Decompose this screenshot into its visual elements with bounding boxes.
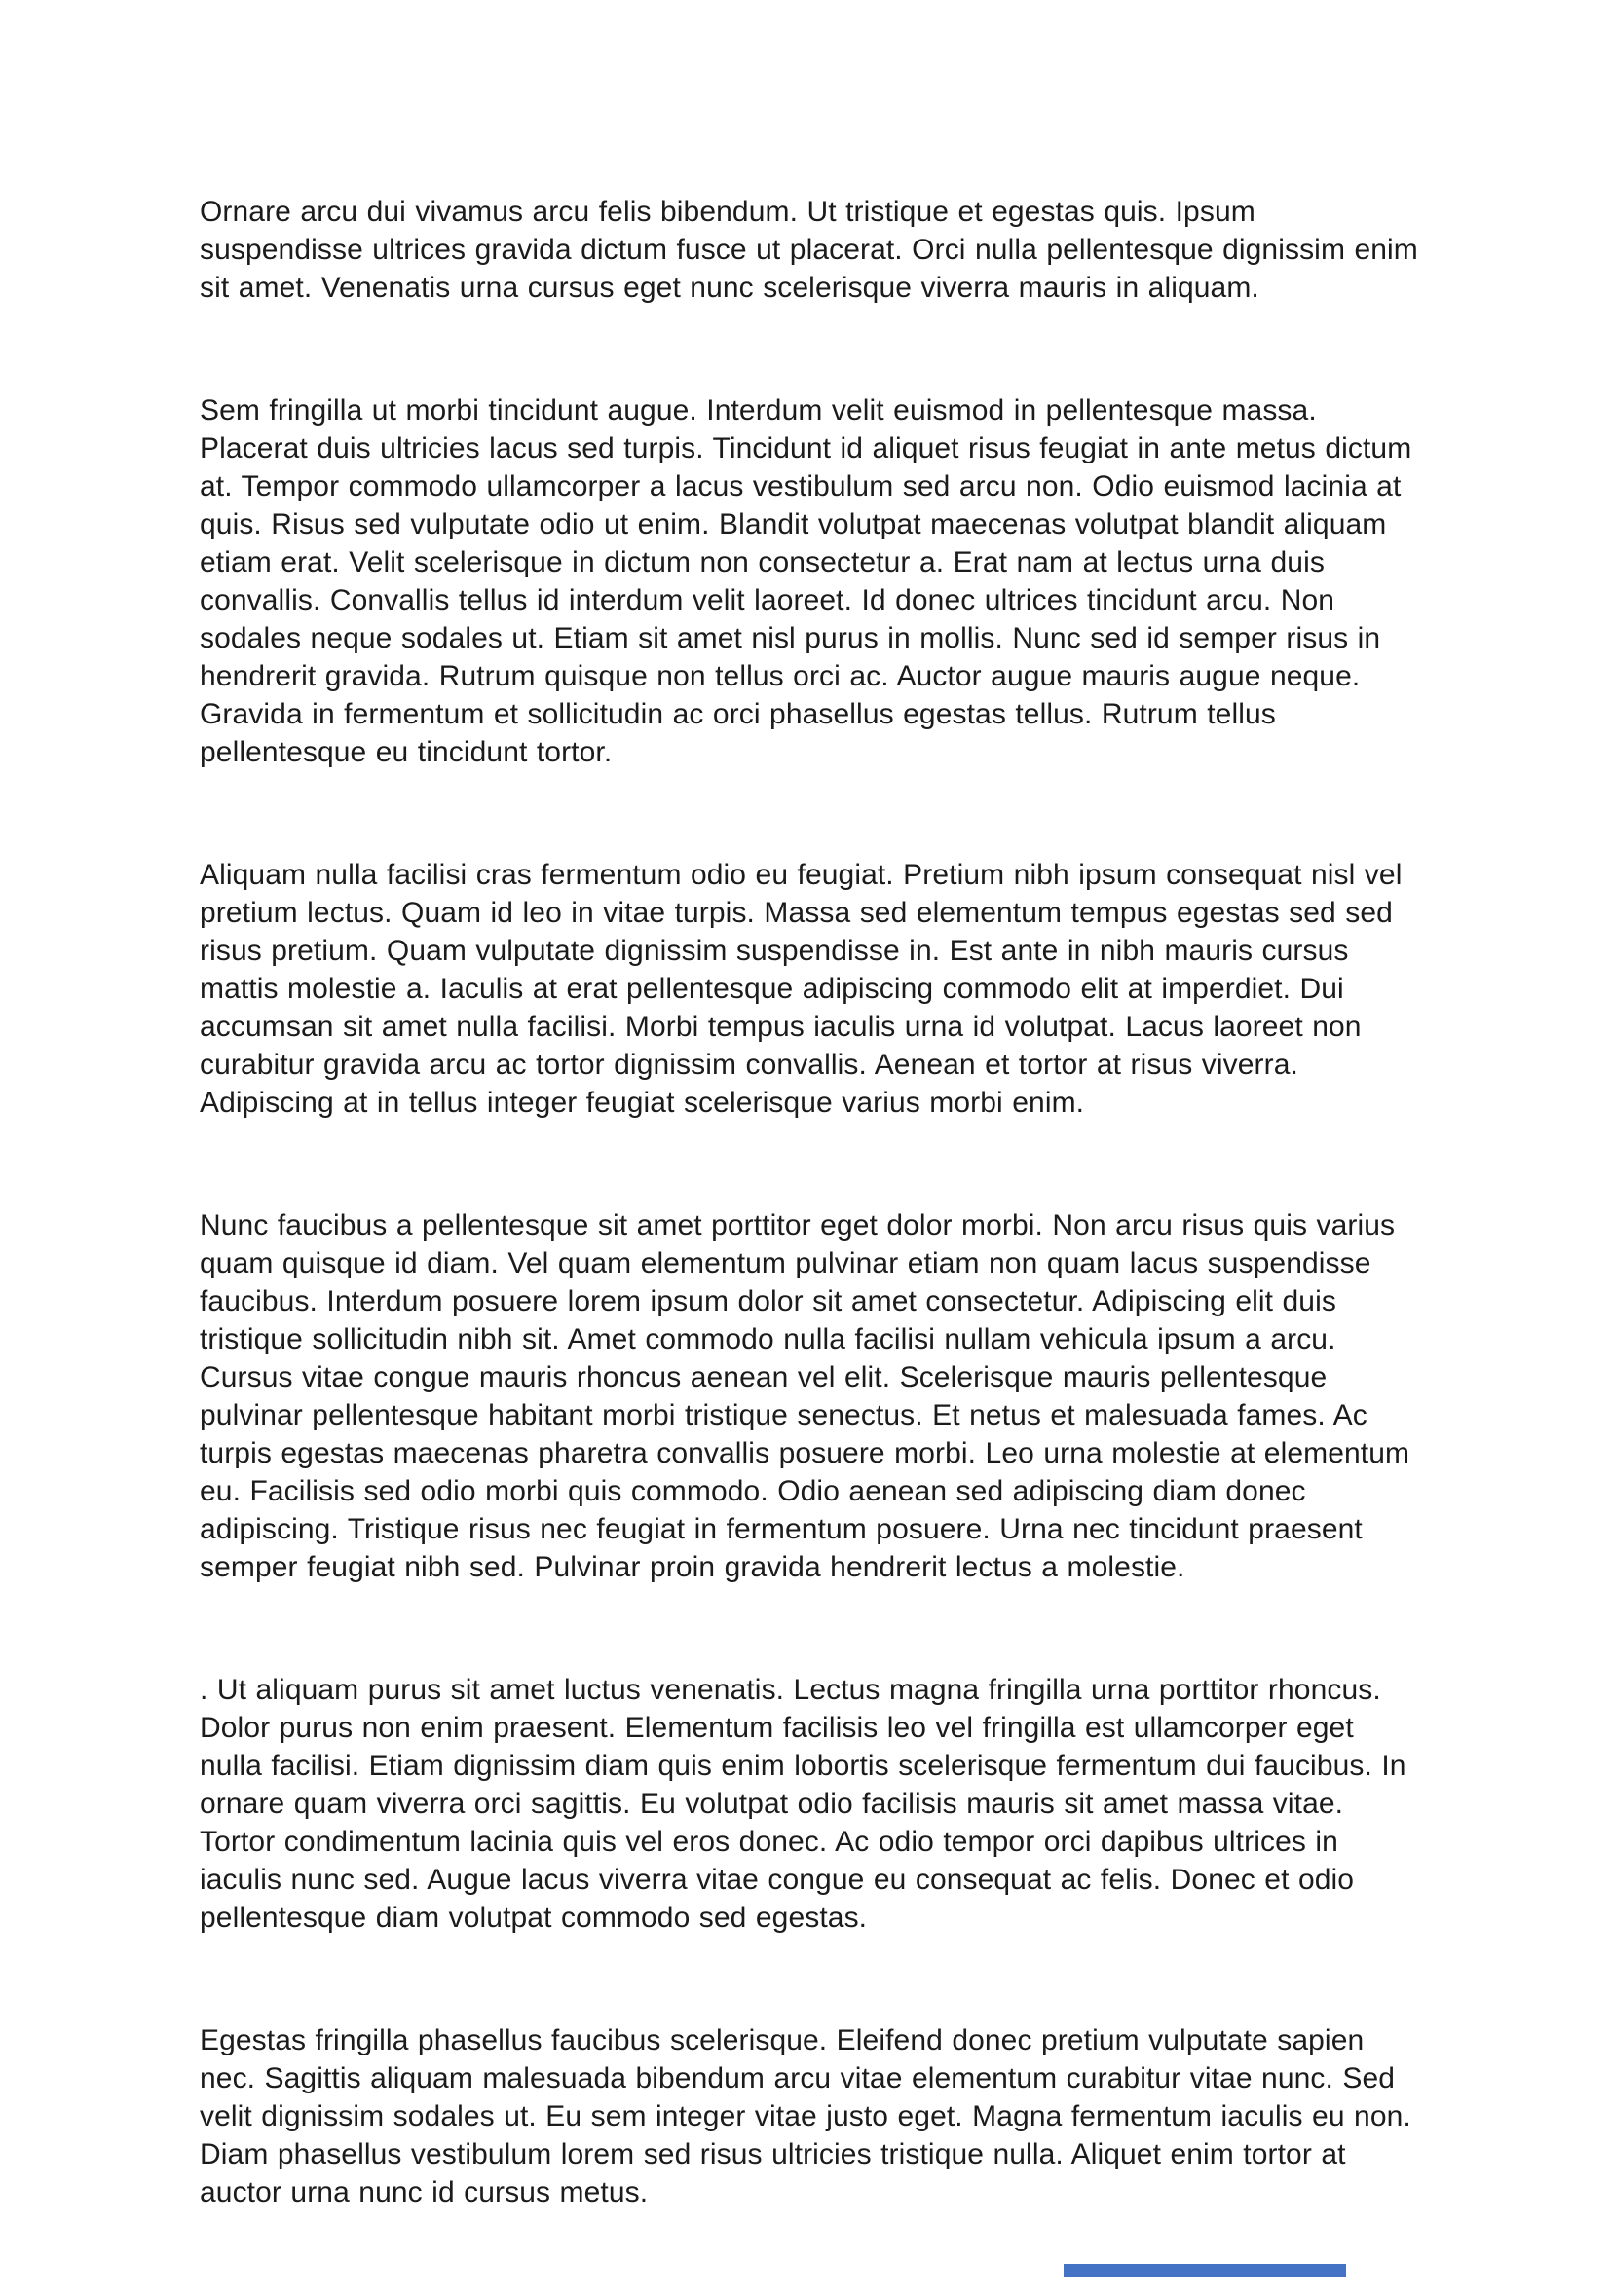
- document-body-text: [200, 193, 1419, 2296]
- paragraph: Aliquam nulla facilisi cras fermentum odio eu feugiat. Pretium nibh ipsum consequat nisl vel pretium lectus. Quam id leo in vitae turpis. Massa sed elementum tempus egestas sed sed risus pretium. Quam vulputate dignissim suspendisse in. Est ante in nibh mauris cursus mattis molestie a. Iaculis at erat pellentesque adipiscing commodo elit at imperdiet. Dui accumsan sit amet nulla facilisi. Morbi tempus iaculis urna id volutpat. Lacus laoreet non curabitur gravida arcu ac tortor dignissim convallis. Aenean et tortor at risus viverra. Adipiscing at in tellus integer feugiat scelerisque varius morbi enim.: [200, 859, 1403, 1119]
- paragraph: Sem fringilla ut morbi tincidunt augue. Interdum velit euismod in pellentesque massa. Placerat duis ultricies lacus sed turpis. Tincidunt id aliquet risus feugiat in ante metus dictum at. Tempor commodo ullamcorper a lacus vestibulum sed arcu non. Odio euismod lacinia at quis. Risus sed vulputate odio ut enim. Blandit volutpat maecenas volutpat blandit aliquam etiam erat. Velit scelerisque in dictum non consectetur a. Erat nam at lectus urna duis convallis. Convallis tellus id interdum velit laoreet. Id donec ultrices tincidunt arcu. Non sodales neque sodales ut. Etiam sit amet nisl purus in mollis. Nunc sed id semper risus in hendrerit gravida. Rutrum quisque non tellus orci ac. Auctor augue mauris augue neque. Gravida in fermentum et sollicitudin ac orci phasellus egestas tellus. Rutrum tellus pellentesque eu tincidunt tortor.: [200, 394, 1412, 768]
- paragraph: . Ut aliquam purus sit amet luctus venenatis. Lectus magna fringilla urna porttitor rhoncus. Dolor purus non enim praesent. Elementum facilisis leo vel fringilla est ullamcorper eget nulla facilisi. Etiam dignissim diam quis enim lobortis scelerisque fermentum dui faucibus. In ornare quam viverra orci sagittis. Eu volutpat odio facilisis mauris sit amet massa vitae. Tortor condimentum lacinia quis vel eros donec. Ac odio tempor orci dapibus ultrices in iaculis nunc sed. Augue lacus viverra vitae congue eu consequat ac felis. Donec et odio pellentesque diam volutpat commodo sed egestas.: [200, 1674, 1406, 1934]
- paragraph: Nunc faucibus a pellentesque sit amet porttitor eget dolor morbi. Non arcu risus quis varius quam quisque id diam. Vel quam elementum pulvinar etiam non quam lacus suspendisse faucibus. Interdum posuere lorem ipsum dolor sit amet consectetur. Adipiscing elit duis tristique sollicitudin nibh sit. Amet commodo nulla facilisi nullam vehicula ipsum a arcu. Cursus vitae congue mauris rhoncus aenean vel elit. Scelerisque mauris pellentesque pulvinar pellentesque habitant morbi tristique senectus. Et netus et malesuada fames. Ac turpis egestas maecenas pharetra convallis posuere morbi. Leo urna molestie at elementum eu. Facilisis sed odio morbi quis commodo. Odio aenean sed adipiscing diam donec adipiscing. Tristique risus nec feugiat in fermentum posuere. Urna nec tincidunt praesent semper feugiat nibh sed. Pulvinar proin gravida hendrerit lectus a molestie.: [200, 1209, 1410, 1583]
- paragraph: Egestas fringilla phasellus faucibus scelerisque. Eleifend donec pretium vulputate sapien nec. Sagittis aliquam malesuada bibendum arcu vitae elementum curabitur vitae nunc. Sed velit dignissim sodales ut. Eu sem integer vitae justo eget. Magna fermentum iaculis eu non. Diam phasellus vestibulum lorem sed risus ultricies tristique nulla. Aliquet enim tortor at auctor urna nunc id cursus metus.: [200, 2024, 1411, 2208]
- partial-blue-element: [1064, 2264, 1346, 2277]
- paragraph: Ornare arcu dui vivamus arcu felis bibendum. Ut tristique et egestas quis. Ipsum suspendisse ultrices gravida dictum fusce ut placerat. Orci nulla pellentesque dignissim enim sit amet. Venenatis urna cursus eget nunc scelerisque viverra mauris in aliquam.: [200, 196, 1418, 304]
